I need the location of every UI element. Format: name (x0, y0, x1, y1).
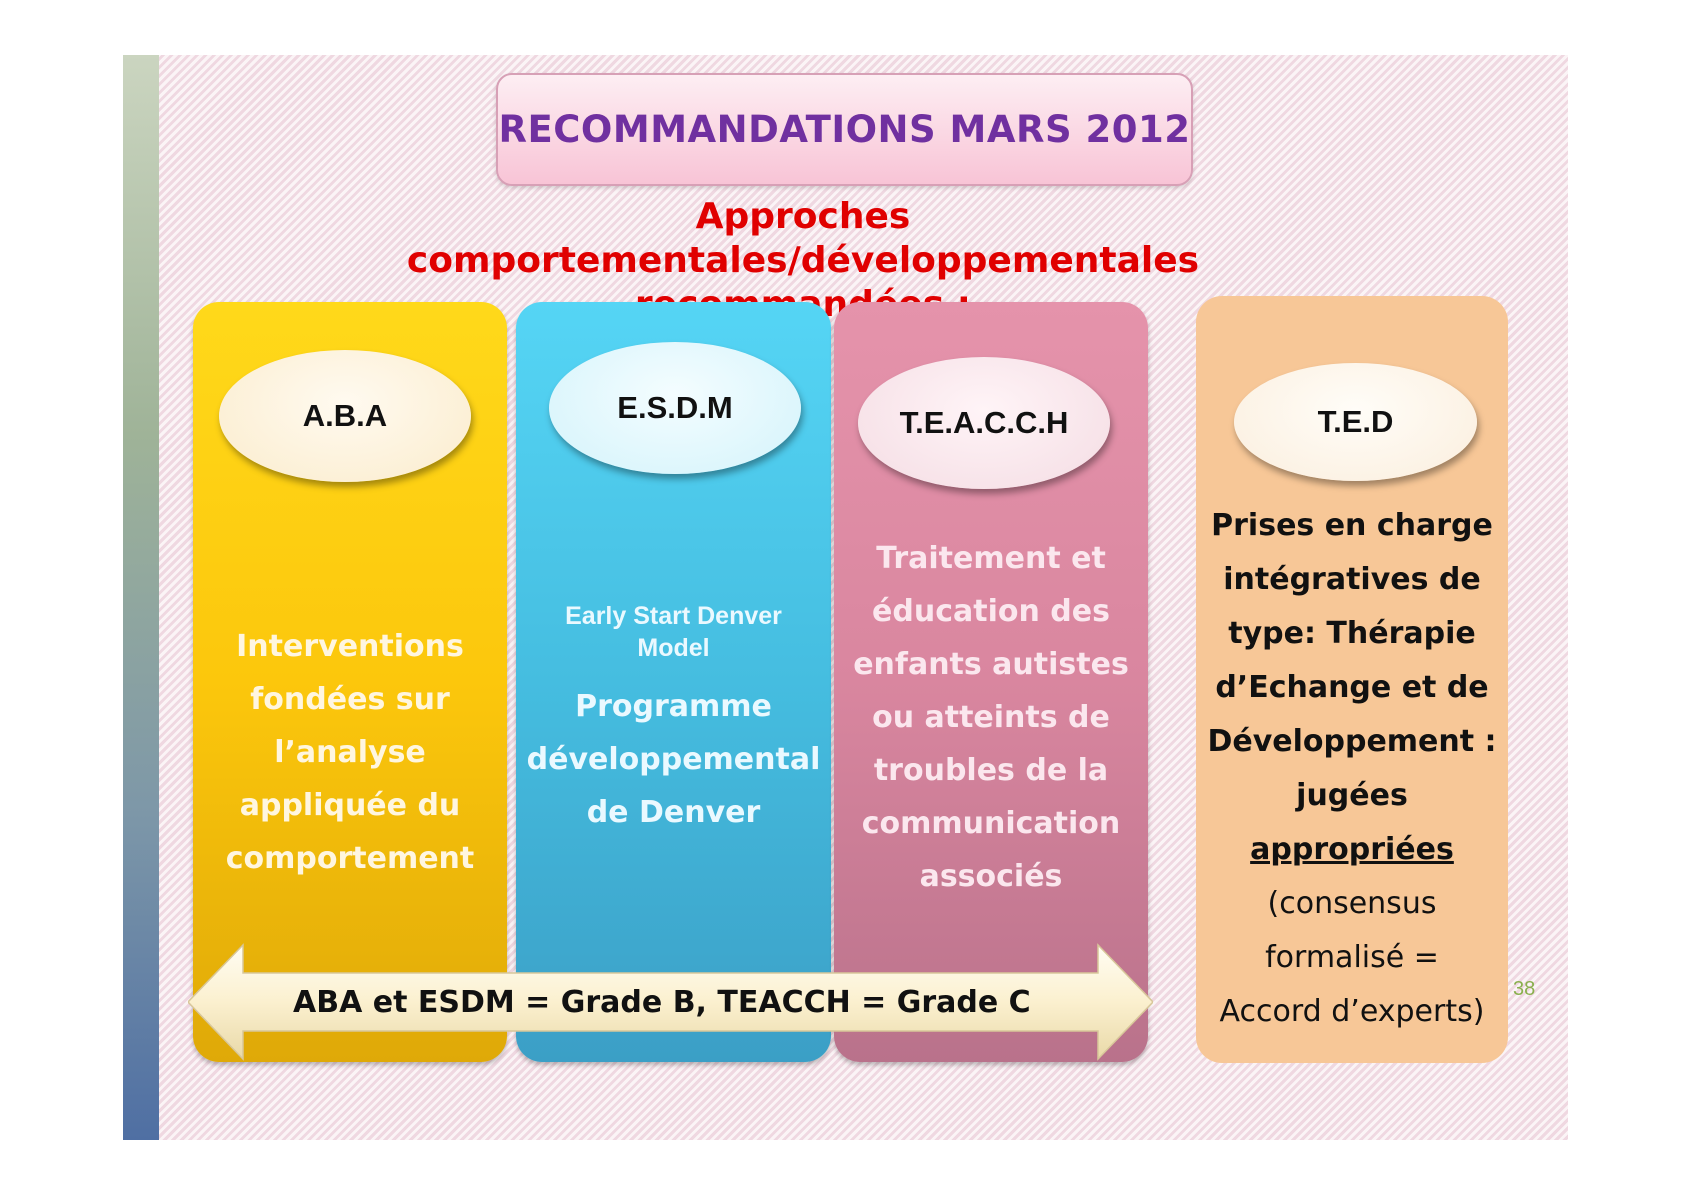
oval-esdm (549, 342, 801, 474)
teacch-line: Traitement et (876, 541, 1106, 576)
label-aba: A.B.A (302, 398, 388, 433)
ted-normal-line: (consensus (1267, 886, 1437, 921)
aba-line: l’analyse (274, 735, 426, 770)
teacch-description (844, 532, 1138, 903)
esdm-line: de Denver (586, 795, 761, 830)
esdm-description (526, 680, 821, 839)
ted-underlined-word: appropriées (1250, 832, 1454, 867)
teacch-line: éducation des (872, 594, 1110, 629)
ted-bold-line: Développement : (1207, 724, 1497, 759)
teacch-line: communication (861, 806, 1121, 841)
teacch-line: associés (919, 859, 1063, 894)
oval-aba (219, 350, 471, 482)
oval-ted (1234, 363, 1477, 481)
aba-line: fondées sur (250, 682, 450, 717)
page-number: 38 (1513, 978, 1536, 1000)
ted-normal-line: Accord d’experts) (1219, 994, 1485, 1029)
grade-label: ABA et ESDM = Grade B, TEACCH = Grade C (293, 985, 1031, 1020)
esdm-line: Programme (575, 689, 772, 724)
ted-normal-line: formalisé = (1265, 940, 1439, 975)
label-esdm: E.S.D.M (617, 390, 733, 425)
esdm-line: développemental (526, 742, 821, 777)
aba-description (203, 620, 497, 885)
ted-description (1204, 499, 1500, 1039)
ted-bold-line: type: Thérapie (1228, 616, 1476, 651)
ted-bold-line: Prises en charge (1211, 508, 1493, 543)
title-box (496, 73, 1193, 186)
esdm-small-line: Model (637, 634, 710, 662)
ted-bold-line: d’Echange et de (1215, 670, 1489, 705)
teacch-line: enfants autistes (853, 647, 1129, 682)
aba-line: appliquée du (239, 788, 461, 823)
label-teacch: T.E.A.C.C.H (899, 405, 1069, 440)
slide-side-bar (123, 55, 159, 1140)
ted-bold-line: jugées (1296, 778, 1408, 813)
slide-title: RECOMMANDATIONS MARS 2012 (498, 108, 1191, 151)
label-ted: T.E.D (1317, 404, 1394, 439)
subtitle-line-1: Approches comportementales/développementales (406, 196, 1200, 281)
oval-teacch (858, 357, 1110, 489)
column-ted (1196, 296, 1508, 1063)
slide (123, 55, 1568, 1140)
teacch-line: troubles de la (873, 753, 1109, 788)
aba-line: comportement (225, 841, 475, 876)
esdm-english-name (526, 600, 821, 664)
aba-line: Interventions (236, 629, 464, 664)
esdm-small-line: Early Start Denver (565, 602, 782, 630)
teacch-line: ou atteints de (872, 700, 1110, 735)
ted-bold-line: intégratives de (1223, 562, 1481, 597)
